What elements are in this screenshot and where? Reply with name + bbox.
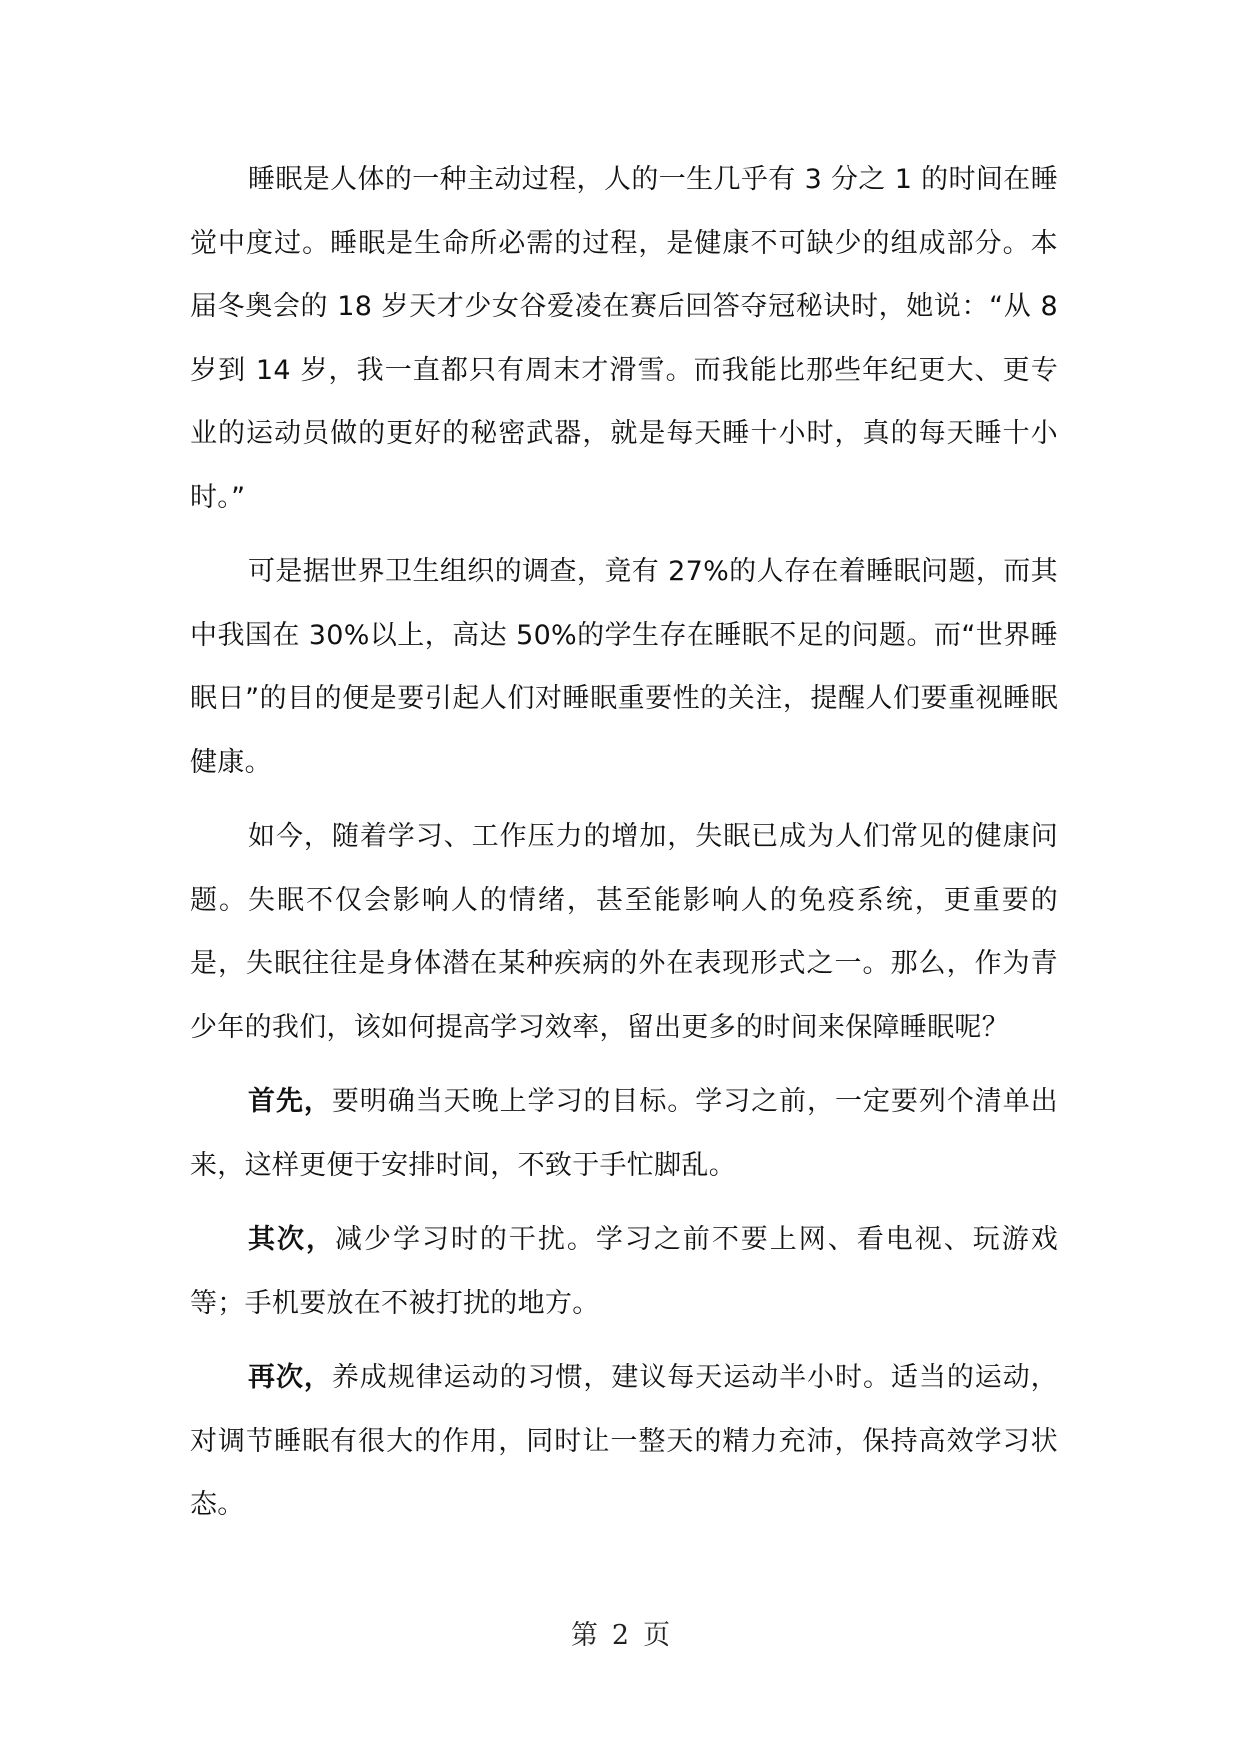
- document-body: [190, 148, 1058, 1548]
- footer-prefix: 第: [570, 1620, 598, 1651]
- paragraph-text: 养成规律运动的习惯，建议每天运动半小时。适当的运动，对调节睡眠有很大的作用，同时让一整天的精力充沛，保持高效学习状态。: [190, 1362, 1058, 1520]
- paragraph-tip-first: [190, 1070, 1058, 1197]
- paragraph-lead: 首先，: [248, 1086, 332, 1117]
- paragraph-lead: 再次，: [248, 1362, 332, 1393]
- paragraph-text: 如今，随着学习、工作压力的增加，失眠已成为人们常见的健康问题。失眠不仅会影响人的情绪，甚至能影响人的免疫系统，更重要的是，失眠往往是身体潜在某种疾病的外在表现形式之一。那么，作为青少年的我们，该如何提高学习效率，留出更多的时间来保障睡眠呢？: [190, 821, 1058, 1043]
- paragraph-text: 减少学习时的干扰。学习之前不要上网、看电视、玩游戏等；手机要放在不被打扰的地方。: [190, 1224, 1058, 1319]
- paragraph-text: 睡眠是人体的一种主动过程，人的一生几乎有 3 分之 1 的时间在睡觉中度过。睡眠是生命所必需的过程，是健康不可缺少的组成部分。本届冬奥会的 18 岁天才少女谷爱凌在赛后回答夺冠秘诀时，她说：“从 8 岁到 14 岁，我一直都只有周末才滑雪。而我能比那些年纪更大、更专业的运动员做的更好的秘密武器，就是每天睡十小时，真的每天睡十小时。”: [190, 164, 1058, 513]
- page-footer: [0, 1616, 1241, 1656]
- paragraph-sleep-statistics: [190, 540, 1058, 794]
- paragraph-sleep-intro: [190, 148, 1058, 529]
- paragraph-insomnia-problem: [190, 805, 1058, 1059]
- paragraph-text: 要明确当天晚上学习的目标。学习之前，一定要列个清单出来，这样更便于安排时间，不致于手忙脚乱。: [190, 1086, 1058, 1181]
- paragraph-tip-third: [190, 1346, 1058, 1537]
- paragraph-tip-second: [190, 1208, 1058, 1335]
- page-number: 2: [611, 1620, 630, 1651]
- footer-suffix: 页: [643, 1620, 671, 1651]
- paragraph-text: 可是据世界卫生组织的调查，竟有 27%的人存在着睡眠问题，而其中我国在 30%以上，高达 50%的学生存在睡眠不足的问题。而“世界睡眠日”的目的便是要引起人们对睡眠重要性的关注，提醒人们要重视睡眠健康。: [190, 556, 1058, 778]
- paragraph-lead: 其次，: [248, 1224, 335, 1255]
